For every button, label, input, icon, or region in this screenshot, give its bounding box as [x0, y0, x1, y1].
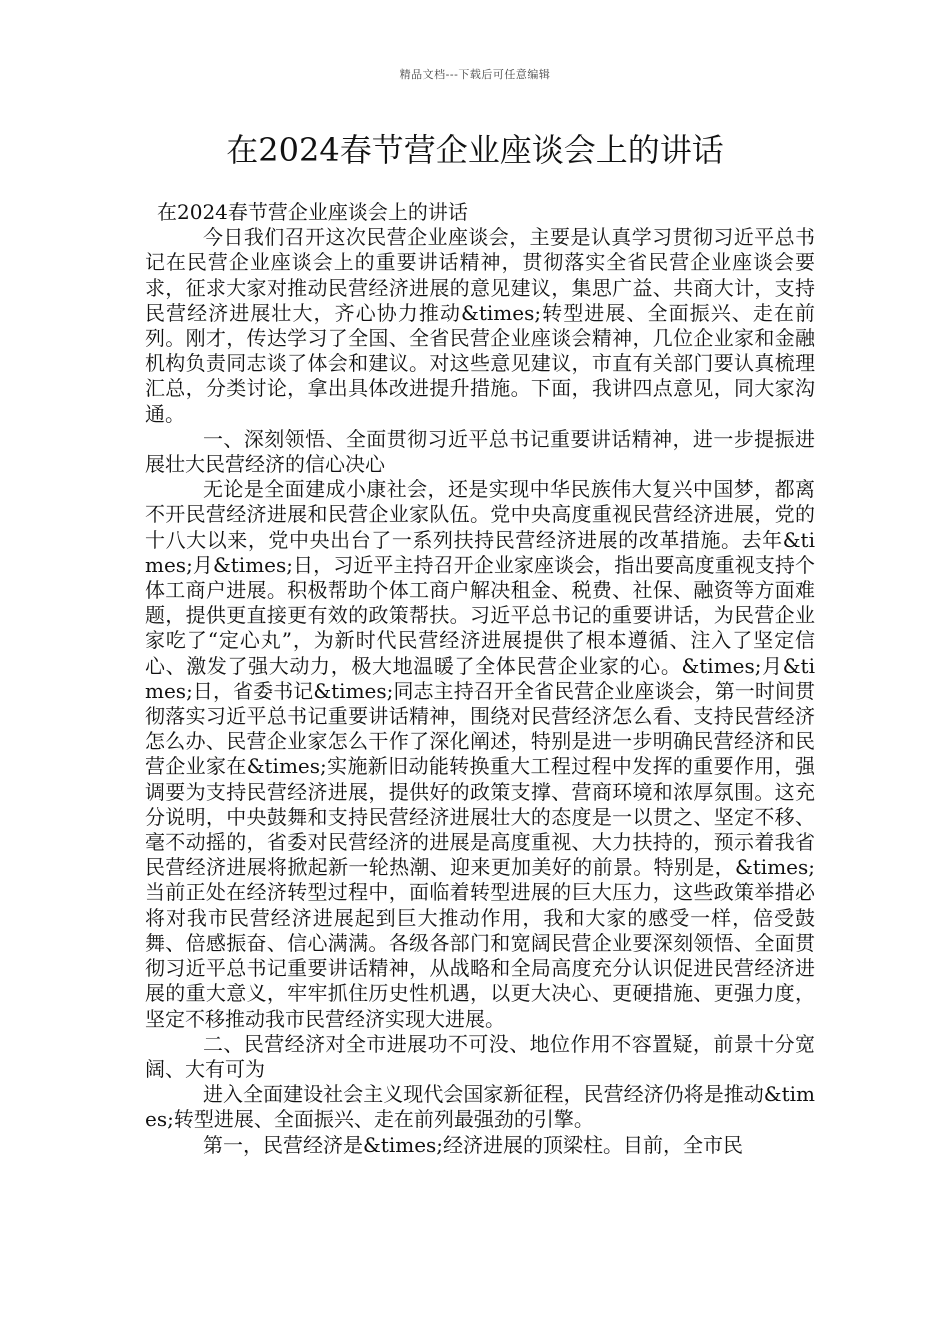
paragraph-intro: 今日我们召开这次民营企业座谈会，主要是认真学习贯彻习近平总书记在民营企业座谈会上的重要讲话精神，贯彻落实全省民营企业座谈会要求，征求大家对推动民营经济进展的意见建议，集思广益、共商大计，支持民营经济进展壮大，齐心协力推动&times;转型进展、全面振兴、走在前列。刚才，传达学习了全国、全省民营企业座谈会精神，几位企业家和金融机构负责同志谈了体会和建议。对这些意见建议，市直有关部门要认真梳理汇总，分类讨论，拿出具体改进提升措施。下面，我讲四点意见，同大家沟通。	[145, 225, 815, 426]
paragraph-section-1: 无论是全面建成小康社会，还是实现中华民族伟大复兴中国梦，都离不开民营经济进展和民营企业家队伍。党中央高度重视民营经济进展，党的十八大以来，党中央出台了一系列扶持民营经济进展的改革措施。去年&times;月&times;日，习近平主持召开企业家座谈会，指出要高度重视支持个体工商户进展。积极帮助个体工商户解决租金、税费、社保、融资等方面难题，提供更直接更有效的政策帮扶。习近平总书记的重要讲话，为民营企业家吃了“定心丸”，为新时代民营经济进展提供了根本遵循、注入了坚定信心、激发了强大动力，极大地温暖了全体民营企业家的心。&times;月&times;日，省委书记&times;同志主持召开全省民营企业座谈会，第一时间贯彻落实习近平总书记重要讲话精神，围绕对民营经济怎么看、支持民营经济怎么办、民营企业家怎么干作了深化阐述，特别是进一步明确民营经济和民营企业家在&times;实施新旧动能转换重大工程过程中发挥的重要作用，强调要为支持民营经济进展，提供好的政策支撑、营商环境和浓厚氛围。这充分说明，中央鼓舞和支持民营经济进展壮大的态度是一以贯之、坚定不移、毫不动摇的，省委对民营经济的进展是高度重视、大力扶持的，预示着我省民营经济进展将掀起新一轮热潮、迎来更加美好的前景。特别是，&times;当前正处在经济转型过程中，面临着转型进展的巨大压力，这些政策举措必将对我市民营经济进展起到巨大推动作用，我和大家的感受一样，倍受鼓舞、倍感振奋、信心满满。各级各部门和宽阔民营企业要深刻领悟、全面贯彻习近平总书记重要讲话精神，从战略和全局高度充分认识促进民营经济进展的重大意义，牢牢抓住历史性机遇，以更大决心、更硬措施、更强力度，坚定不移推动我市民营经济实现大进展。	[145, 477, 815, 1031]
section-heading-1: 一、深刻领悟、全面贯彻习近平总书记重要讲话精神，进一步提振进展壮大民营经济的信心决心	[145, 426, 815, 477]
section-heading-2: 二、民营经济对全市进展功不可没、地位作用不容置疑，前景十分宽阔、大有可为	[145, 1031, 815, 1081]
paragraph-section-2: 进入全面建设社会主义现代会国家新征程，民营经济仍将是推动&times;转型进展、全面振兴、走在前列最强劲的引擎。	[145, 1082, 815, 1132]
document-body	[145, 200, 815, 1158]
header-note: 精品文档---下载后可任意编辑	[399, 68, 551, 81]
document-subtitle: 在2024春节营企业座谈会上的讲话	[157, 200, 468, 224]
paragraph-point-1: 第一，民营经济是&times;经济进展的顶梁柱。目前，全市民	[203, 1132, 744, 1157]
document-title: 在2024春节营企业座谈会上的讲话	[226, 131, 724, 169]
